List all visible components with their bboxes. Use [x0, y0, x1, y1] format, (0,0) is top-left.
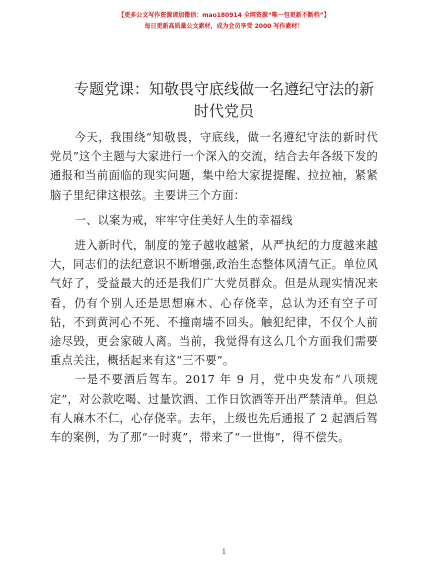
body-paragraph: 进入新时代，制度的笼子越收越紧，从严执纪的力度越来越大，同志们的法纪意识不断增强,政治生态整体风清气正。单位风气好了，受益最大的还是我们广大党员群众。但是从现实情况来看，仍有个别人还是思想麻木、心存侥幸，总认为还有空子可钻，不到黄河心不死、不撞南墙不回头。触犯纪律，不仅个人前途尽毁，更会家破人离。当前，我觉得有这么几个方面我们需要重点关注，概括起来有这“三不要”。	[50, 239, 378, 368]
section-heading: 一、以案为戒，牢牢守住美好人生的幸福线	[74, 213, 293, 227]
promo-banner	[0, 10, 448, 32]
title-line-2: 时代党员	[193, 102, 254, 120]
document-title	[55, 78, 393, 122]
promo-banner-line-2: 每日更新高质量公文素材，成为会员享受 2000 写作素材！	[144, 23, 304, 30]
intro-paragraph: 今天，我围绕“知敬畏，守底线，做一名遵纪守法的新时代党员”这个主题与大家进行一个深入的交流，结合去年各级下发的通报和当前面临的现实问题，集中给大家提提醒、拉拉袖，紧紧脑子里纪律这根弦。主要讲三个方面：	[50, 131, 378, 202]
page-number: 1	[221, 548, 227, 556]
document-body	[50, 128, 378, 447]
promo-banner-line-1: 【更多公文写作资源请加微信：mao180914 全网资源“唯一包更新不断档”】	[118, 12, 330, 19]
title-line-1: 专题党课：知敬畏守底线做一名遵纪守法的新	[73, 80, 374, 98]
body-paragraph: 一是不要酒后驾车。2017 年 9 月，党中央发布“八项规定”，对公款吃喝、过量饮酒、工作日饮酒等开出严禁清单。但总有人麻木不仁，心存侥幸。去年，上级也先后通报了 2 起酒后驾车的案例，为了那“一时爽”，带来了“一世悔”，得不偿失。	[50, 373, 378, 445]
